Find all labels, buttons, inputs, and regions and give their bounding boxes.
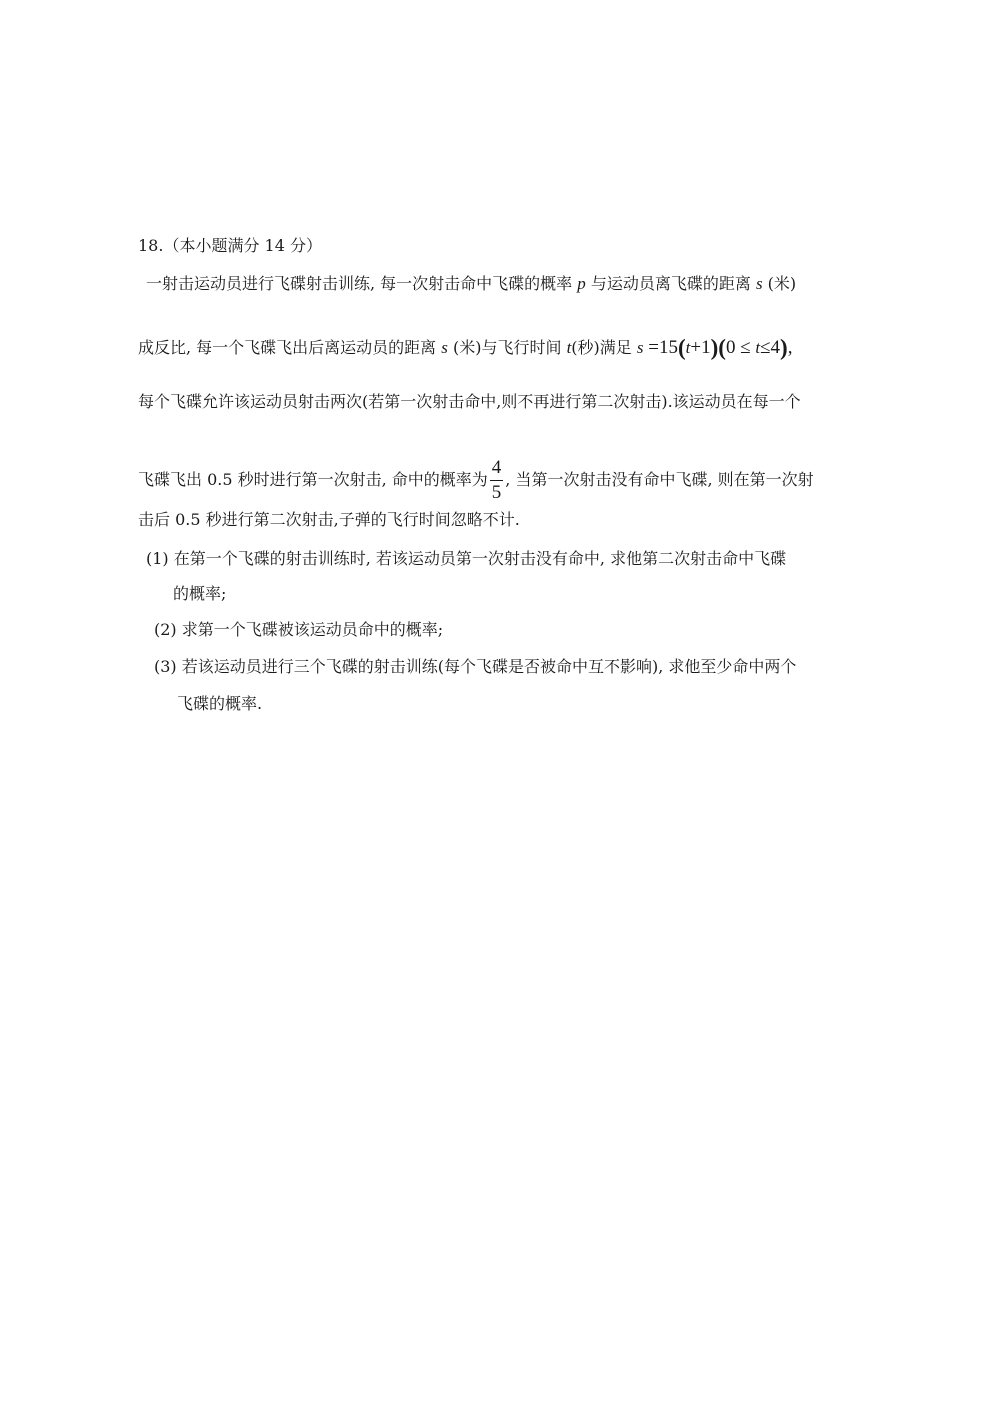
question-2: (2) 求第一个飞碟被该运动员命中的概率; (154, 620, 444, 639)
variable-p: p (577, 274, 586, 293)
problem-line-1 (146, 274, 796, 294)
formula-comma: , (787, 337, 793, 358)
formula-paren: ) (710, 335, 719, 360)
formula-range: ≤4 (760, 337, 781, 358)
problem-line-3: 每个飞碟允许该运动员射击两次(若第一次射击命中,则不再进行第二次射击).该运动员在每一个 (138, 392, 801, 411)
formula-t: t (755, 338, 761, 357)
formula-t: t (685, 338, 691, 357)
distance-formula (637, 337, 793, 358)
problem-line-5: 击后 0.5 秒进行第二次射击,子弹的飞行时间忽略不计. (138, 510, 520, 529)
fraction-denominator: 5 (491, 482, 502, 503)
text-segment: 与运动员离飞碟的距离 (585, 274, 756, 293)
text-segment: 飞碟飞出 0.5 秒时进行第一次射击, 命中的概率为 (138, 470, 488, 489)
formula-paren: ( (718, 335, 726, 360)
text-segment: 成反比, 每一个飞碟飞出后离运动员的距离 (138, 338, 442, 357)
variable-t: t (566, 338, 572, 357)
text-segment: (米) (762, 274, 797, 293)
formula-eq: =15 (643, 337, 678, 358)
text-segment: , 当第一次射击没有命中飞碟, 则在第一次射 (505, 470, 814, 489)
question-1: (1) 在第一个飞碟的射击训练时, 若该运动员第一次射击没有命中, 求他第二次射击命中飞碟 (146, 549, 787, 568)
fraction-numerator: 4 (490, 457, 504, 481)
formula-range: 0 ≤ (725, 337, 756, 358)
problem-line-4 (138, 457, 814, 504)
variable-s: s (755, 274, 763, 293)
formula-plus: +1 (690, 337, 711, 358)
problem-line-2 (138, 335, 793, 360)
formula-paren: ) (780, 335, 788, 360)
problem-heading: 18.（本小题满分 14 分） (138, 236, 322, 255)
question-3: (3) 若该运动员进行三个飞碟的射击训练(每个飞碟是否被命中互不影响), 求他至少命中两个 (154, 657, 797, 676)
question-1-cont: 的概率; (173, 584, 227, 603)
question-3-cont: 飞碟的概率. (177, 694, 263, 713)
variable-s: s (441, 338, 448, 357)
text-segment: 一射击运动员进行飞碟射击训练, 每一次射击命中飞碟的概率 (146, 274, 578, 293)
formula-s: s (636, 338, 644, 357)
text-segment: (米)与飞行时间 (447, 338, 567, 357)
probability-fraction (490, 457, 504, 504)
text-segment: (秒)满足 (571, 338, 637, 357)
formula-paren: ( (677, 335, 686, 360)
